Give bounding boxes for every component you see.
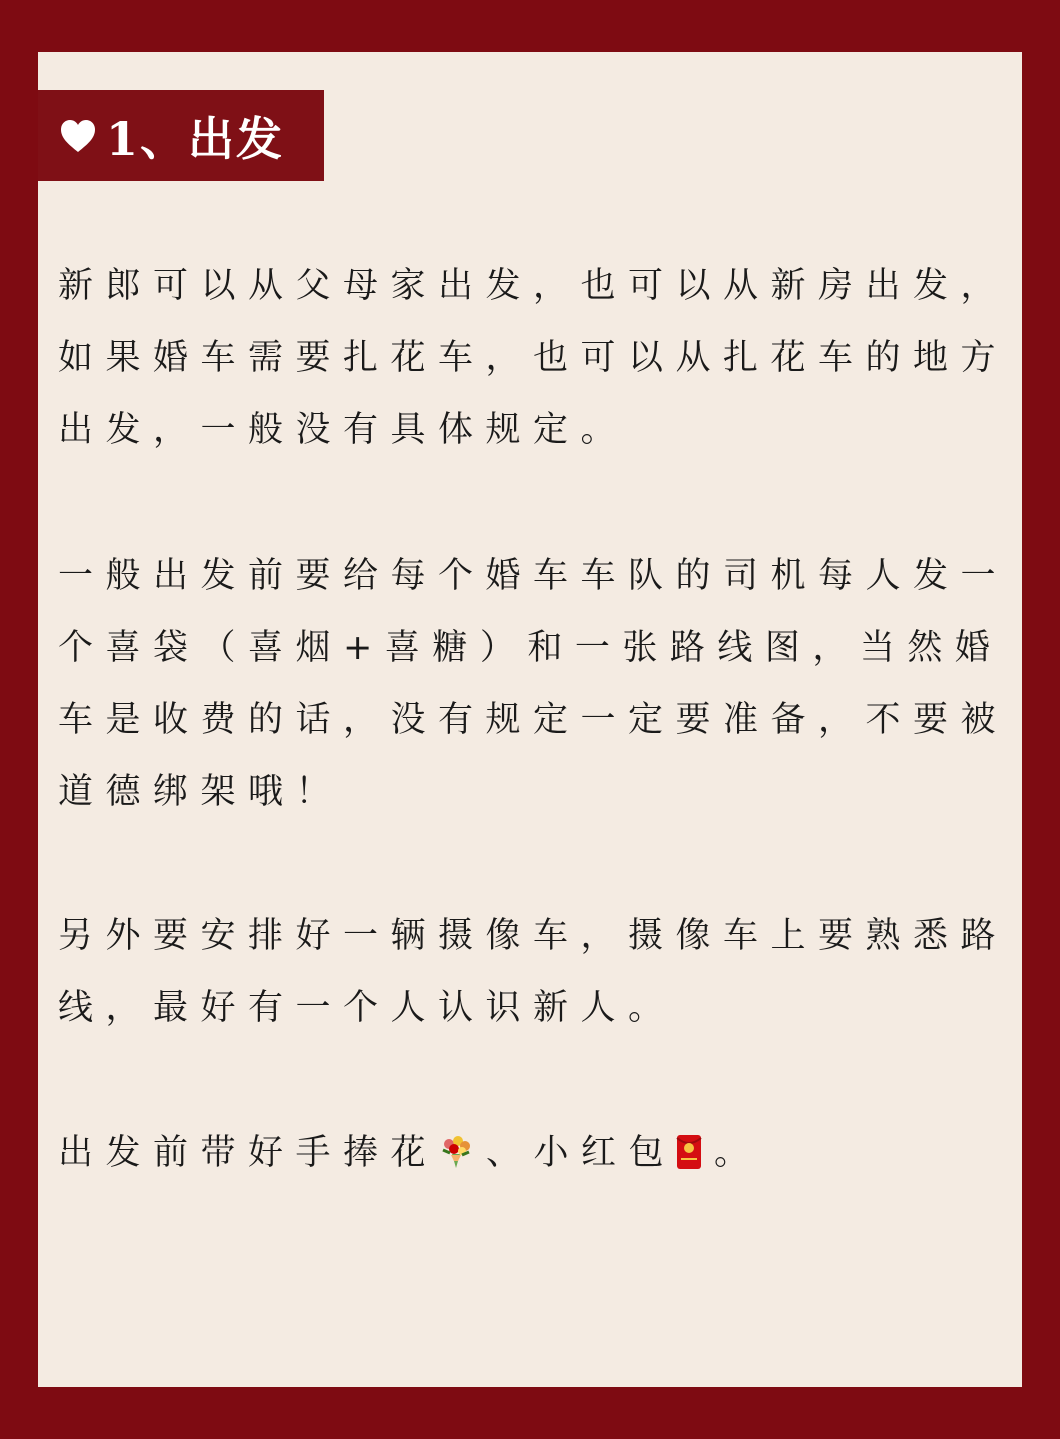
paragraph-gift-bags: 一般出发前要给每个婚车车队的司机每人发一个喜袋（喜烟+喜糖）和一张路线图，当然婚车是收费的话，没有规定一定要准备，不要被道德绑架哦！ <box>58 556 1009 812</box>
red-packet-emoji-icon <box>676 1134 702 1170</box>
bouquet-emoji-icon <box>438 1134 474 1170</box>
paragraph-camera-car: 另外要安排好一辆摄像车，摄像车上要熟悉路线，最好有一个人认识新人。 <box>58 916 1009 1028</box>
content-card <box>38 52 1022 1387</box>
section-title: 1、出发 <box>106 111 285 166</box>
paragraph-departure-place: 新郎可以从父母家出发，也可以从新房出发，如果婚车需要扎花车，也可以从扎花车的地方出发，一般没有具体规定。 <box>58 266 1009 450</box>
paragraph-bring-items <box>58 1117 1008 1189</box>
bring-items-text-end: 。 <box>714 1133 762 1173</box>
section-title-banner <box>38 90 324 181</box>
heart-icon <box>58 116 98 156</box>
bring-items-text-middle: 、小红包 <box>486 1133 677 1173</box>
bring-items-text-start: 出发前带好手捧花 <box>58 1133 439 1173</box>
